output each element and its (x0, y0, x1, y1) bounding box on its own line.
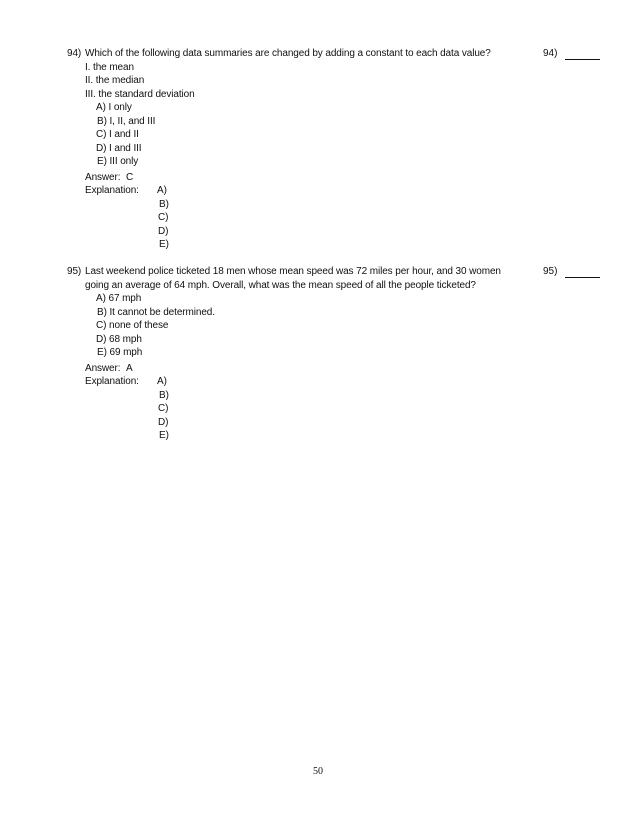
answer-blank[interactable] (565, 277, 600, 278)
explanation-slot: E) (159, 430, 169, 441)
answer-choice: A) I only (96, 102, 132, 113)
answer-choice: C) I and II (96, 129, 139, 140)
explanation-slot: B) (159, 390, 169, 401)
question-stem: going an average of 64 mph. Overall, what was the mean speed of all the people ticketed? (85, 280, 476, 291)
answer-choice: C) none of these (96, 320, 169, 331)
explanation-slot: D) (158, 417, 169, 428)
question-stem: Last weekend police ticketed 18 men whose mean speed was 72 miles per hour, and 30 women (85, 266, 501, 277)
answer-choice: B) I, II, and III (97, 116, 156, 127)
question-stem: Which of the following data summaries are changed by adding a constant to each data value? (85, 48, 491, 59)
answer-choice: B) It cannot be determined. (97, 307, 215, 318)
answer-choice: D) 68 mph (96, 334, 142, 345)
explanation-slot: A) (157, 185, 167, 196)
statement-item: III. the standard deviation (85, 89, 195, 100)
answer-choice: A) 67 mph (96, 293, 142, 304)
explanation-label: Explanation: (85, 376, 139, 387)
answer-label: Answer: (85, 363, 121, 374)
answer-choice: E) III only (97, 156, 139, 167)
answer-blank[interactable] (565, 59, 600, 60)
explanation-slot: C) (158, 212, 169, 223)
answer-label: Answer: (85, 172, 121, 183)
explanation-slot: E) (159, 239, 169, 250)
margin-question-number: 94) (543, 48, 558, 59)
question-number: 95) (67, 266, 82, 277)
statement-item: II. the median (85, 75, 145, 86)
answer-choice: E) 69 mph (97, 347, 143, 358)
question-number: 94) (67, 48, 82, 59)
explanation-label: Explanation: (85, 185, 139, 196)
explanation-slot: B) (159, 199, 169, 210)
explanation-slot: C) (158, 403, 169, 414)
explanation-slot: A) (157, 376, 167, 387)
explanation-slot: D) (158, 226, 169, 237)
statement-item: I. the mean (85, 62, 134, 73)
margin-question-number: 95) (543, 266, 558, 277)
page-number: 50 (313, 766, 323, 777)
answer-value: A (126, 363, 133, 374)
answer-choice: D) I and III (96, 143, 142, 154)
answer-value: C (126, 172, 134, 183)
